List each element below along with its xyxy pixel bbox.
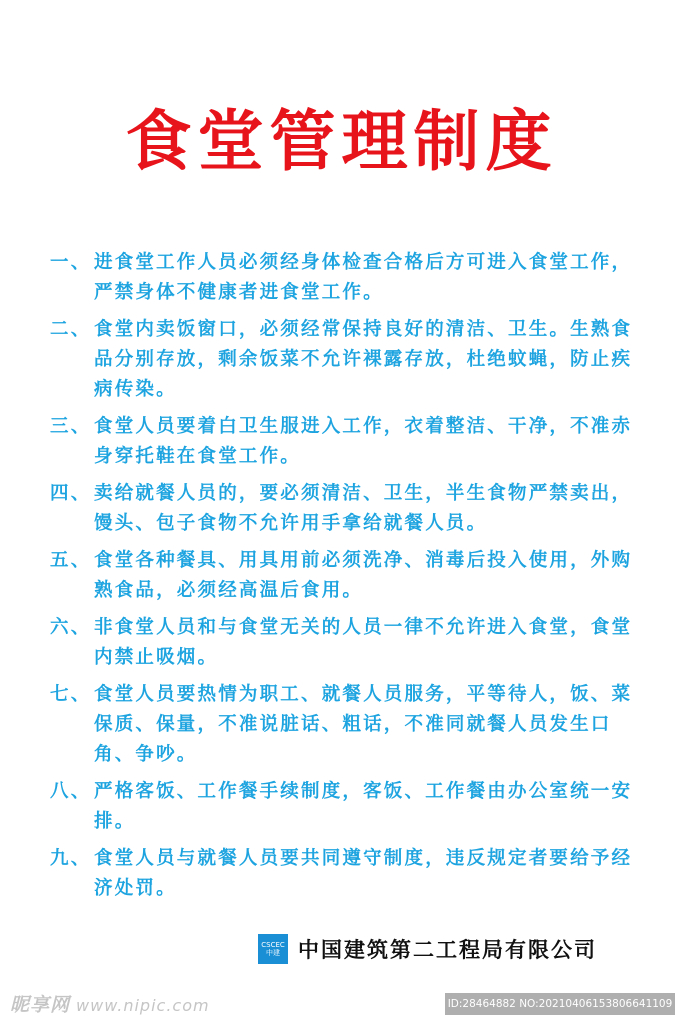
rule-number: 七、 — [50, 684, 92, 705]
logo-top-text: CSCEC — [261, 941, 285, 949]
rule-text: 食堂内卖饭窗口，必须经常保持良好的清洁、卫生。生熟食品分别存放，剩余饭菜不允许裸露存放，杜绝蚊蝇，防止疾病传染。 — [94, 319, 633, 400]
logo-bottom-text: 中建 — [266, 949, 280, 957]
rule-number: 八、 — [50, 781, 92, 802]
cscec-logo-icon — [258, 934, 288, 964]
rule-number: 一、 — [50, 252, 92, 273]
image-id-bar: ID:28464882 NO:20210406153806641109 — [445, 993, 675, 1015]
page-title: 食堂管理制度 — [125, 103, 558, 180]
rule-item — [50, 248, 640, 308]
rule-item — [50, 680, 640, 770]
rule-text: 食堂各种餐具、用具用前必须洗净、消毒后投入使用，外购熟食品，必须经高温后食用。 — [94, 550, 633, 601]
rule-number: 四、 — [50, 483, 92, 504]
rule-item — [50, 844, 640, 904]
rules-list — [50, 248, 640, 911]
rule-item — [50, 546, 640, 606]
rule-item — [50, 479, 640, 539]
rule-text: 卖给就餐人员的，要必须清洁、卫生，半生食物严禁卖出，馒头、包子食物不允许用手拿给就餐人员。 — [94, 483, 633, 534]
watermark-site: www.nipic.com — [76, 996, 210, 1015]
rule-number: 三、 — [50, 416, 92, 437]
rule-item — [50, 315, 640, 405]
footer — [258, 934, 597, 964]
rule-text: 食堂人员要热情为职工、就餐人员服务，平等待人，饭、菜保质、保量，不准说脏话、粗话，不准同就餐人员发生口角、争吵。 — [94, 684, 633, 765]
rule-text: 严格客饭、工作餐手续制度，客饭、工作餐由办公室统一安排。 — [94, 781, 633, 832]
rule-text: 食堂人员要着白卫生服进入工作，衣着整洁、干净，不准赤身穿托鞋在食堂工作。 — [94, 416, 633, 467]
rule-number: 五、 — [50, 550, 92, 571]
rule-item — [50, 613, 640, 673]
rule-text: 食堂人员与就餐人员要共同遵守制度，违反规定者要给予经济处罚。 — [94, 848, 633, 899]
watermark — [10, 990, 210, 1017]
rule-text: 非食堂人员和与食堂无关的人员一律不允许进入食堂，食堂内禁止吸烟。 — [94, 617, 633, 668]
rule-number: 六、 — [50, 617, 92, 638]
rule-item — [50, 777, 640, 837]
watermark-brand: 昵享网 — [10, 994, 71, 1016]
rule-text: 进食堂工作人员必须经身体检查合格后方可进入食堂工作，严禁身体不健康者进食堂工作。 — [94, 252, 633, 303]
rule-item — [50, 412, 640, 472]
rule-number: 二、 — [50, 319, 92, 340]
rule-number: 九、 — [50, 848, 92, 869]
company-name: 中国建筑第二工程局有限公司 — [298, 938, 597, 962]
